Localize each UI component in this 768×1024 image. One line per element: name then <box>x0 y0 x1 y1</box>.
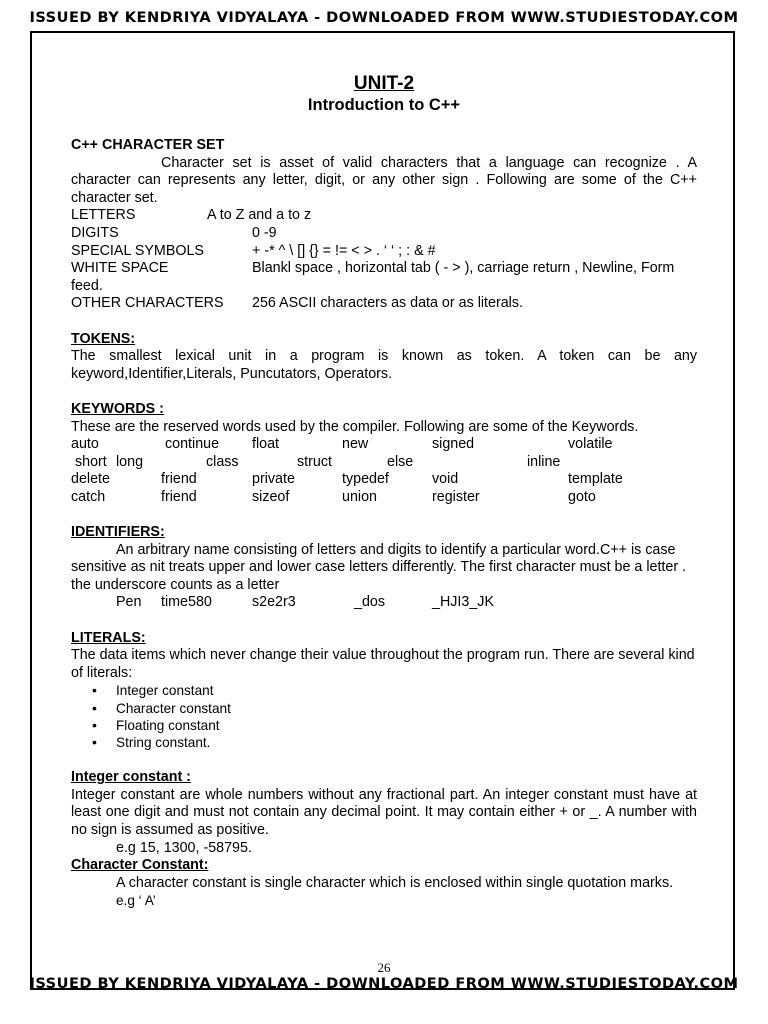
tokens-heading: TOKENS: <box>71 330 136 347</box>
keywords-intro: These are the reserved words used by the compiler. Following are some of the Keywords. <box>71 418 639 435</box>
literals-heading: LITERALS: <box>71 629 146 646</box>
identifiers-paragraph: An arbitrary name consisting of letters and digits to identify a particular word.C++ is case sensitive as nit treats upper and lower case letters differently. The first character must be a letter . the underscore counts as a letter <box>71 541 687 593</box>
keyword: new <box>342 436 369 453</box>
keyword: signed <box>432 436 475 453</box>
keywords-row <box>71 489 697 507</box>
keyword: short <box>75 453 107 470</box>
keywords-heading: KEYWORDS : <box>71 400 164 417</box>
charset-row <box>71 243 697 261</box>
keyword: auto <box>71 436 99 453</box>
charset-para-rest: character can represents any letter, digit, or any other sign . Following are some of the C++ character set. <box>71 172 697 206</box>
identifier-example: Pen <box>116 594 142 611</box>
charset-value: + -* ^ \ [] {} = != < > . ‘ ‘ ; : & # <box>252 242 436 259</box>
charset-row <box>71 278 697 296</box>
header-banner: ISSUED BY KENDRIYA VIDYALAYA - DOWNLOADED FROM WWW.STUDIESTODAY.COM <box>29 9 739 26</box>
keyword: friend <box>161 471 197 488</box>
charset-value: 0 -9 <box>252 224 277 241</box>
identifier-example: time580 <box>161 594 212 611</box>
keyword: void <box>432 471 459 488</box>
charset-label: OTHER CHARACTERS <box>71 295 224 312</box>
integer-constant-heading: Integer constant : <box>71 769 191 786</box>
identifiers-examples <box>71 594 697 612</box>
keyword: float <box>252 436 280 453</box>
keyword: template <box>568 471 623 488</box>
identifier-example: _dos <box>354 594 386 611</box>
keyword: continue <box>165 436 220 453</box>
identifier-example: _HJI3_JK <box>432 594 494 611</box>
list-item: • Floating constant <box>116 717 697 734</box>
character-constant-example: e.g ‘ A’ <box>116 893 156 909</box>
keyword: register <box>432 488 480 505</box>
unit-subtitle: Introduction to C++ <box>307 96 461 114</box>
character-constant-heading: Character Constant: <box>71 857 209 874</box>
page-number: 26 <box>377 960 391 975</box>
keyword: goto <box>568 488 596 505</box>
charset-value: 256 ASCII characters as data or as literals. <box>252 295 523 312</box>
charset-label: WHITE SPACE <box>71 260 169 277</box>
literals-list <box>71 682 697 751</box>
charset-value: feed. <box>71 277 103 294</box>
keyword: union <box>342 488 377 505</box>
identifiers-heading: IDENTIFIERS: <box>71 524 165 541</box>
keywords-row <box>71 471 697 489</box>
charset-row <box>71 295 697 313</box>
list-item: • Character constant <box>116 700 697 717</box>
keyword: private <box>252 471 295 488</box>
list-item: • Integer constant <box>116 682 697 699</box>
keyword: else <box>387 453 414 470</box>
charset-row <box>71 207 697 225</box>
character-constant-paragraph: A character constant is single character which is enclosed within single quotation marks. <box>116 874 674 891</box>
page-content <box>71 137 697 910</box>
tokens-paragraph: The smallest lexical unit in a program is known as token. A token can be any keyword,Identifier,Literals, Puncutators, Operators. <box>71 348 697 382</box>
charset-para-line1: Character set is asset of valid characters that a language can recognize . A <box>161 154 697 171</box>
literals-paragraph: The data items which never change their value throughout the program run. There are several kind of literals: <box>71 647 695 681</box>
charset-heading: C++ CHARACTER SET <box>71 137 225 153</box>
keyword: struct <box>297 453 332 470</box>
charset-row <box>71 225 697 243</box>
keyword: inline <box>527 453 561 470</box>
keyword: typedef <box>342 471 389 488</box>
keyword: catch <box>71 488 106 505</box>
list-item: • String constant. <box>116 734 697 751</box>
keyword: sizeof <box>252 488 290 505</box>
keyword: long <box>116 453 144 470</box>
keywords-row <box>71 436 697 454</box>
integer-constant-example: e.g 15, 1300, -58795. <box>116 839 252 856</box>
unit-title: UNIT-2 <box>353 73 415 94</box>
keyword: class <box>206 453 239 470</box>
keyword: delete <box>71 471 110 488</box>
integer-constant-paragraph: Integer constant are whole numbers without any fractional part. An integer constant must have at least one digit and must not contain any decimal point. It may contain either + or _. A number with no sign is assumed as positive. <box>71 786 697 838</box>
keyword: volatile <box>568 436 613 453</box>
footer-banner: ISSUED BY KENDRIYA VIDYALAYA - DOWNLOADED FROM WWW.STUDIESTODAY.COM <box>29 975 739 992</box>
charset-value: A to Z and a to z <box>207 207 312 224</box>
charset-label: LETTERS <box>71 207 136 224</box>
keyword: friend <box>161 488 197 505</box>
charset-value: Blankl space , horizontal tab ( - > ), carriage return , Newline, Form <box>252 260 675 277</box>
keywords-row <box>71 454 697 472</box>
charset-label: DIGITS <box>71 224 119 241</box>
charset-row <box>71 260 697 278</box>
charset-paragraph <box>71 155 697 208</box>
charset-label: SPECIAL SYMBOLS <box>71 242 204 259</box>
identifier-example: s2e2r3 <box>252 594 296 611</box>
